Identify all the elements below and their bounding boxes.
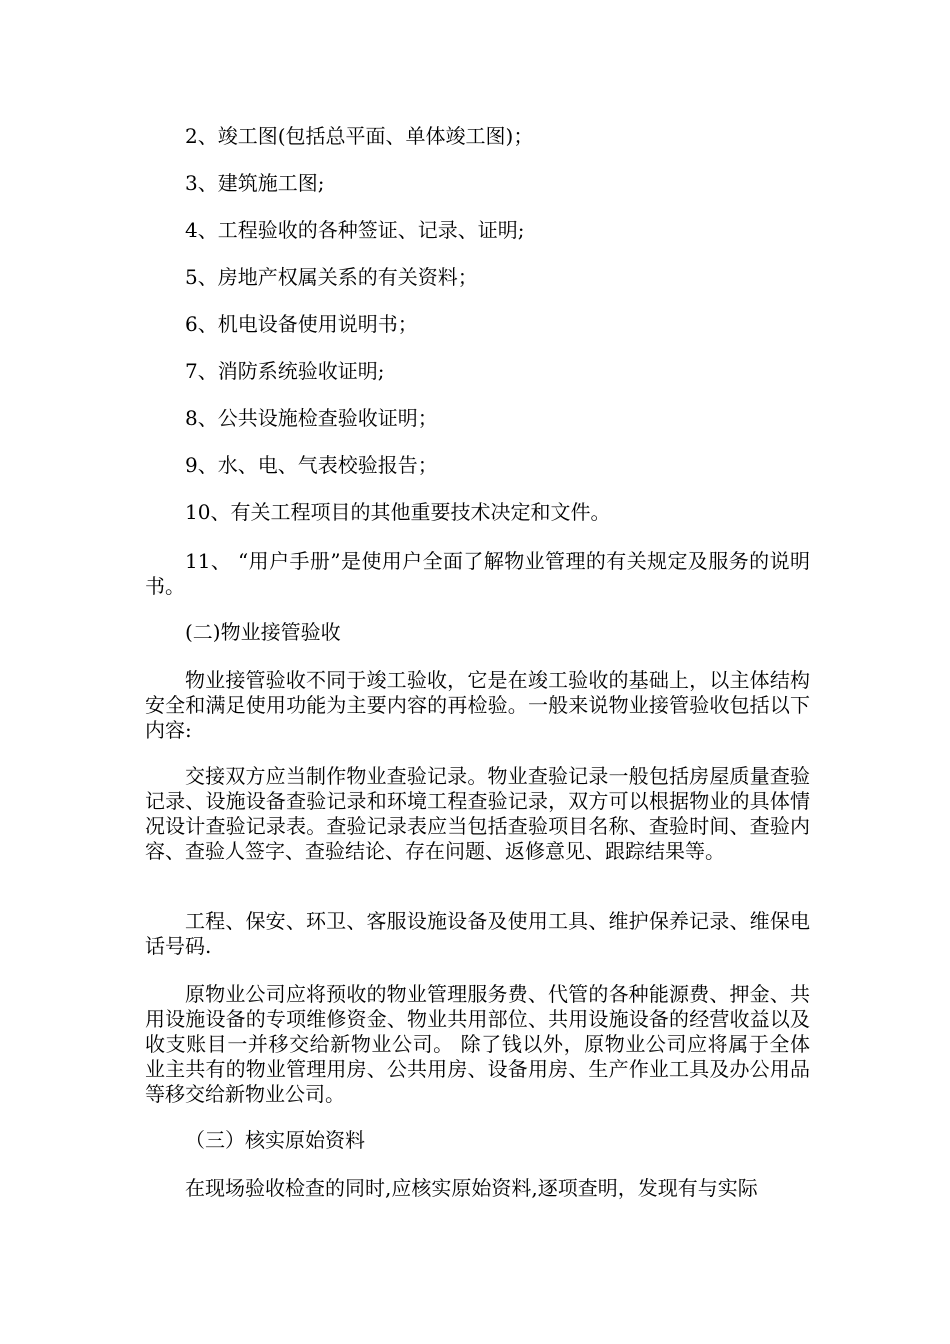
list-item-4: 4、工程验收的各种签证、记录、证明; bbox=[185, 218, 525, 242]
paragraph-verify-records: 在现场验收检查的同时,应核实原始资料,逐项查明，发现有与实际 bbox=[185, 1176, 758, 1200]
paragraph-inspection-record: 交接双方应当制作物业查验记录。物业查验记录一般包括房屋质量查验记录、设施设备查验记录和环境工程查验记录，双方可以根据物业的具体情况设计查验记录表。查验记录表应当包括查验项目名称、查验时间、查验内容、查验人签字、查验结论、存在问题、返修意见、跟踪结果等。 bbox=[145, 764, 810, 863]
section-heading-3: （三）核实原始资料 bbox=[185, 1128, 365, 1152]
paragraph-equipment-records: 工程、保安、环卫、客服设施设备及使用工具、维护保养记录、维保电话号码. bbox=[145, 909, 810, 958]
list-item-3: 3、建筑施工图; bbox=[185, 171, 325, 195]
list-item-6: 6、机电设备使用说明书； bbox=[185, 312, 418, 336]
list-item-9: 9、水、电、气表校验报告； bbox=[185, 453, 438, 477]
list-item-11: 11、 “用户手册”是使用户全面了解物业管理的有关规定及服务的说明书。 bbox=[145, 549, 810, 598]
list-item-10: 10、有关工程项目的其他重要技术决定和文件。 bbox=[185, 500, 611, 524]
list-item-7: 7、消防系统验收证明; bbox=[185, 359, 385, 383]
paragraph-handover-funds: 原物业公司应将预收的物业管理服务费、代管的各种能源费、押金、共用设施设备的专项维修资金、物业共用部位、共用设施设备的经营收益以及收支账目一并移交给新物业公司。 除了钱以外，原物业公司应将属于全体业主共有的物业管理用房、公共用房、设备用房、生产作业工具及办公用品等移交给新物业公司。 bbox=[145, 982, 810, 1106]
section-heading-2: (二)物业接管验收 bbox=[185, 620, 341, 644]
list-item-2: 2、竣工图(包括总平面、单体竣工图)； bbox=[185, 124, 534, 148]
list-item-5: 5、房地产权属关系的有关资料； bbox=[185, 265, 478, 289]
paragraph-acceptance-intro: 物业接管验收不同于竣工验收，它是在竣工验收的基础上，以主体结构安全和满足使用功能为主要内容的再检验。一般来说物业接管验收包括以下内容: bbox=[145, 668, 810, 742]
list-item-8: 8、公共设施检查验收证明； bbox=[185, 406, 438, 430]
